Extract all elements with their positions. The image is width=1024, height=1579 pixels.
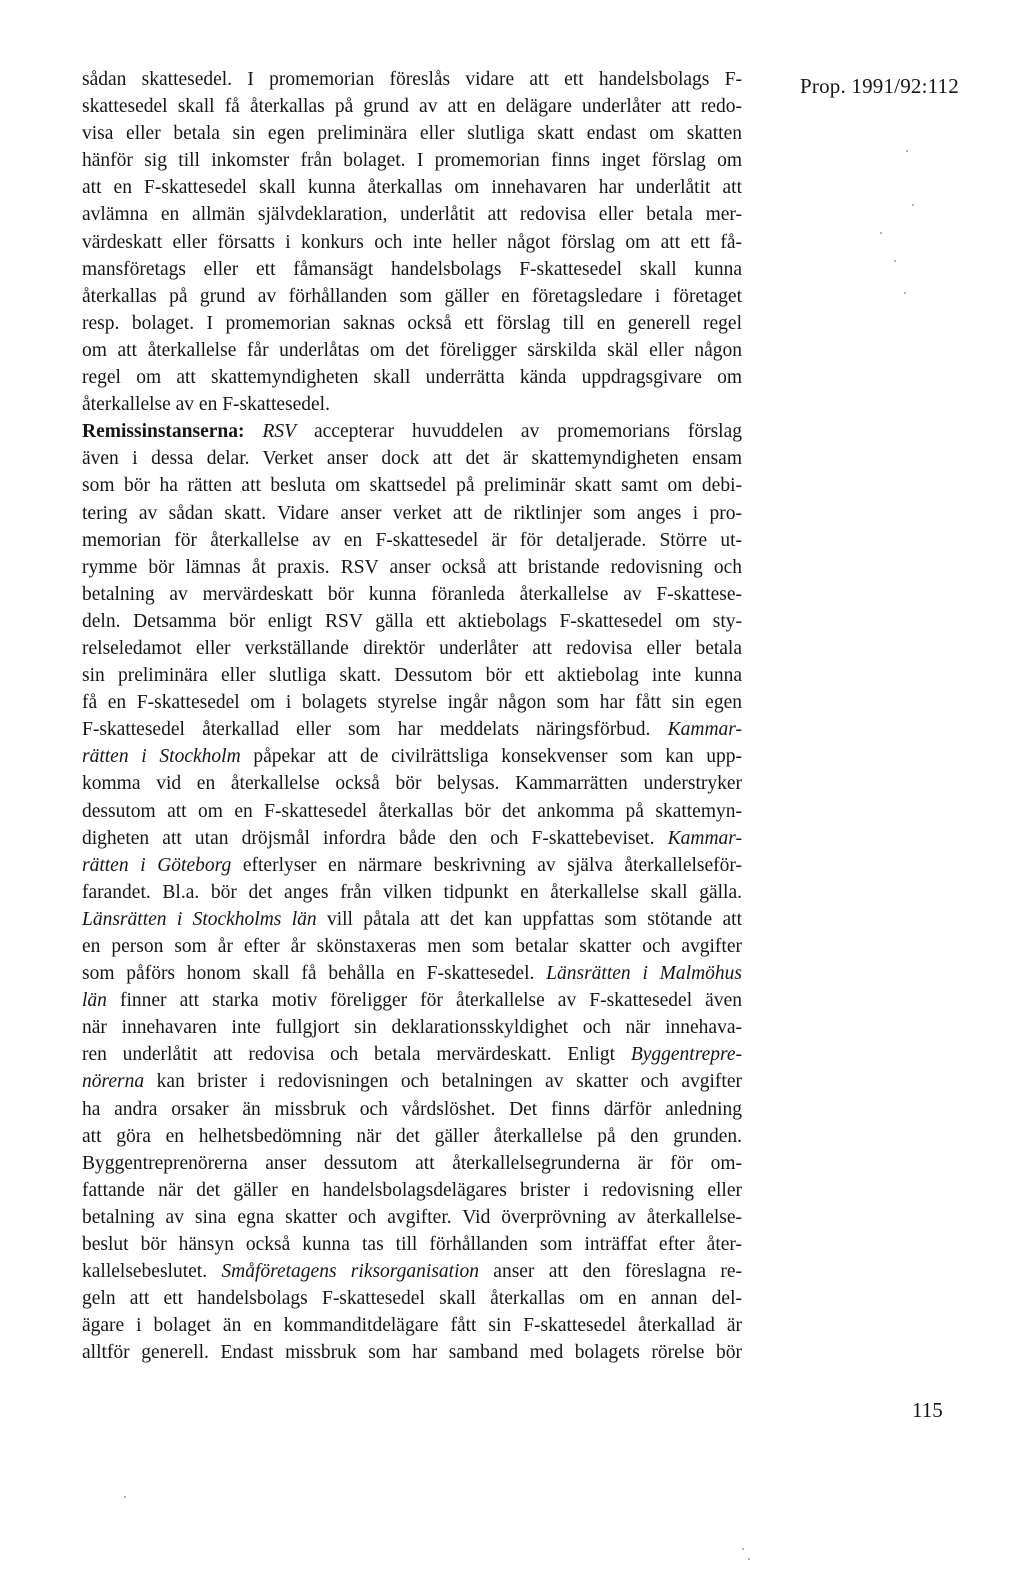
text-line: fattande när det gäller en handelsbolagsdelägares brister i redovisning eller: [82, 1179, 742, 1201]
italic-name: Småföretagens riksorganisation: [221, 1261, 480, 1283]
text-line: återkallelse av en F-skattesedel.: [82, 394, 330, 416]
italic-name: nörerna: [82, 1071, 145, 1093]
text-line: relseledamot eller verkställande direktör underlåter att redovisa eller betala: [82, 637, 742, 659]
text-line: [82, 743, 742, 770]
italic-name: rätten i Göteborg: [82, 854, 232, 876]
scan-speck: [742, 1548, 744, 1550]
text-line: när innehavaren inte fullgjort sin deklarationsskyldighet och när innehava-: [82, 1017, 742, 1039]
text-line: få en F-skattesedel om i bolagets styrelse ingår någon som har fått sin egen: [82, 692, 742, 714]
text-line: resp. bolaget. I promemorian saknas också ett förslag till en generell regel: [82, 312, 742, 334]
text-segment: påpekar att de civilrättsliga konsekvenser som kan upp-: [240, 746, 742, 768]
text-line: [82, 1258, 742, 1285]
text-line: [82, 906, 742, 933]
text-line: att göra en helhetsbedömning när det gäller återkallelse på den grunden.: [82, 1125, 742, 1147]
text-line: sådan skattesedel. I promemorian föreslås vidare att ett handelsbolags F-: [82, 69, 742, 90]
text-segment: kallelsebeslutet.: [82, 1261, 222, 1283]
text-line: deln. Detsamma bör enligt RSV gälla ett aktiebolags F-skattesedel om sty-: [82, 610, 742, 632]
text-line: beslut bör hänsyn också kunna tas till förhållanden som inträffat efter åter-: [82, 1234, 742, 1256]
text-line: geln att ett handelsbolags F-skattesedel skall återkallas om en annan del-: [82, 1288, 742, 1310]
text-line: [82, 852, 742, 879]
text-line: betalning av mervärdeskatt bör kunna föranleda återkallelse av F-skattese-: [82, 583, 742, 605]
text-line: visa eller betala sin egen preliminära eller slutliga skatt endast om skatten: [82, 123, 742, 145]
text-line: [82, 960, 742, 987]
text-line: betalning av sina egna skatter och avgifter. Vid överprövning av återkallelse-: [82, 1206, 742, 1228]
scan-speck: [880, 232, 882, 234]
text-line: [82, 987, 742, 1014]
text-line: om att återkallelse får underlåtas om det föreligger särskilda skäl eller någon: [82, 339, 742, 361]
text-line: ha andra orsaker än missbruk och vårdslöshet. Det finns därför anledning: [82, 1098, 742, 1120]
text-line: som bör ha rätten att besluta om skattsedel på preliminär skatt samt om debi-: [82, 475, 742, 497]
text-line: tering av sådan skatt. Vidare anser verket att de riktlinjer som anges i pro-: [82, 502, 742, 524]
italic-name: rätten i Stockholm: [82, 746, 241, 768]
text-segment: som påförs honom skall få behålla en F-skattesedel.: [82, 963, 547, 985]
italic-name: Kammar-: [667, 719, 742, 741]
italic-name: Byggentrepre-: [630, 1044, 742, 1066]
text-segment: digheten att utan dröjsmål infordra både den och F-skattebeviset.: [82, 827, 668, 849]
italic-name: län: [82, 990, 107, 1012]
text-segment: ren underlåtit att redovisa och betala mervärdeskatt. Enligt: [82, 1044, 631, 1066]
text-line: hänför sig till inkomster från bolaget. I promemorian finns inget förslag om: [82, 150, 742, 172]
text-line: skattesedel skall få återkallas på grund av att en delägare underlåter att redo-: [82, 96, 742, 118]
text-line: [82, 1041, 742, 1068]
text-segment: accepterar huvuddelen av promemorians förslag: [296, 421, 743, 443]
italic-name: Länsrätten i Malmöhus: [546, 963, 742, 985]
text-segment: F-skattesedel återkallad eller som har meddelats näringsförbud.: [82, 719, 668, 741]
scan-speck: [894, 260, 896, 262]
text-line: rymme bör lämnas åt praxis. RSV anser också att bristande redovisning och: [82, 556, 742, 578]
scan-speck: [906, 150, 908, 152]
text-line: värdeskatt eller försatts i konkurs och inte heller något förslag om att ett få-: [82, 231, 742, 253]
text-line: alltför generell. Endast missbruk som har samband med bolagets rörelse bör: [82, 1342, 742, 1364]
text-line: [82, 825, 742, 852]
text-line: ägare i bolaget än en kommanditdelägare fått sin F-skattesedel återkallad är: [82, 1315, 742, 1337]
text-line: sin preliminära eller slutliga skatt. Dessutom bör ett aktiebolag inte kunna: [82, 665, 742, 687]
italic-name: Länsrätten i Stockholms län: [82, 908, 317, 930]
text-line: [82, 1068, 742, 1095]
text-segment: kan brister i redovisningen och betalningen av skatter och avgifter: [144, 1071, 742, 1093]
text-line: komma vid en återkallelse också bör belysas. Kammarrätten understryker: [82, 773, 742, 795]
italic-name: RSV: [262, 421, 297, 443]
text-line: regel om att skattemyndigheten skall underrätta kända uppdragsgivare om: [82, 367, 742, 389]
text-line: att en F-skattesedel skall kunna återkallas om innehavaren har underlåtit att: [82, 177, 742, 199]
text-line: memorian för återkallelse av en F-skattesedel är för detaljerade. Större ut-: [82, 529, 742, 551]
text-line: avlämna en allmän självdeklaration, underlåtit att redovisa eller betala mer-: [82, 204, 742, 226]
text-line: [82, 418, 742, 445]
scan-speck: [912, 204, 914, 206]
scan-speck: [904, 292, 906, 294]
text-segment: finner att starka motiv föreligger för återkallelse av F-skattesedel även: [106, 990, 742, 1012]
body-text: [82, 66, 742, 1367]
text-line: dessutom att om en F-skattesedel återkallas bör det ankomma på skattemyn-: [82, 800, 742, 822]
scan-speck: [124, 1496, 126, 1498]
text-segment: vill påtala att det kan uppfattas som stötande att: [316, 908, 743, 930]
page-number: 115: [912, 1398, 943, 1422]
scan-speck: [748, 1558, 750, 1560]
italic-name: Kammar-: [667, 827, 742, 849]
text-line: en person som år efter år skönstaxeras men som betalar skatter och avgifter: [82, 936, 742, 957]
text-segment: anser att den föreslagna re-: [479, 1261, 742, 1283]
margin-reference: Prop. 1991/92:112: [800, 74, 959, 98]
text-line: mansföretags eller ett fåmansägt handelsbolags F-skattesedel skall kunna: [82, 258, 742, 280]
text-line: Byggentreprenörerna anser dessutom att återkallelsegrunderna är för om-: [82, 1152, 742, 1174]
remiss-heading: Remissinstanserna:: [82, 421, 245, 443]
text-segment: efterlyser en närmare beskrivning av själva återkallelseför-: [231, 854, 742, 876]
text-line: återkallas på grund av förhållanden som gäller en företagsledare i företaget: [82, 285, 742, 307]
text-line: även i dessa delar. Verket anser dock att det är skattemyndigheten ensam: [82, 448, 742, 470]
text-line: [82, 716, 742, 743]
text-line: farandet. Bl.a. bör det anges från vilken tidpunkt en återkallelse skall gälla.: [82, 881, 742, 903]
